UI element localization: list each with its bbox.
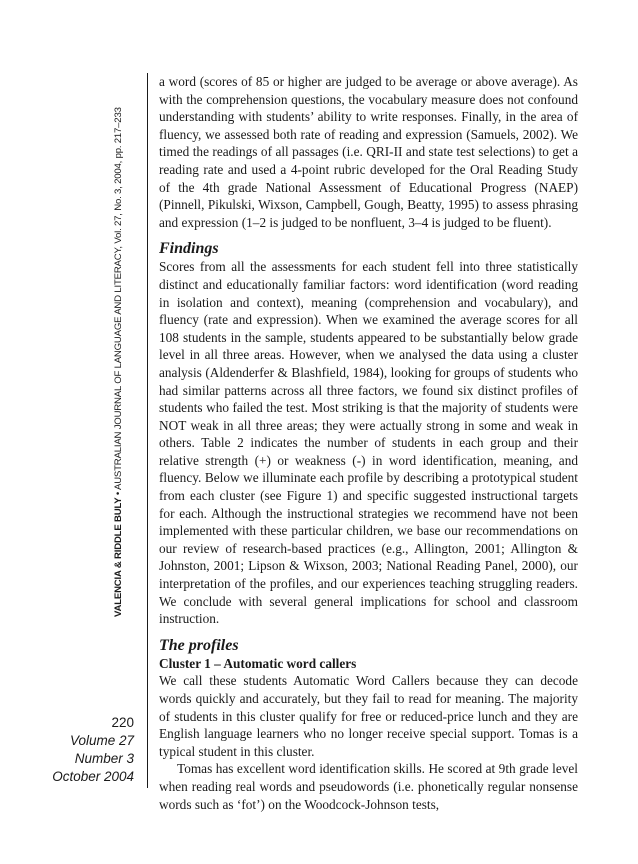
paragraph-cluster-1-intro: We call these students Automatic Word Callers because they can decode words quickly and accurately, but they fail to read for meaning. The majority of students in this cluster qualify for free or reduced-price lunch and they are English language learners who no longer receive special support. Tomas is a typical student in this cluster. <box>159 673 578 759</box>
article-body <box>159 73 578 813</box>
subheading-cluster-1: Cluster 1 – Automatic word callers <box>159 655 357 671</box>
issue-date-label: October 2004 <box>52 769 134 784</box>
page-number: 220 <box>111 715 134 730</box>
paragraph-tomas: Tomas has excellent word identification skills. He scored at 9th grade level when reading real words and pseudowords (i.e. phonetically regular nonsense words such as ‘fot’) on the Woodcock-Johnson tests, <box>159 761 578 812</box>
margin-rule <box>147 73 148 788</box>
page-info <box>52 714 134 786</box>
volume-label: Volume 27 <box>69 733 134 748</box>
running-head <box>113 77 124 617</box>
paragraph-methods-continued: a word (scores of 85 or higher are judged to be average or above average). As with the comprehension questions, the vocabulary measure does not confound understanding with students’ ability to write responses. Finally, in the area of fluency, we assessed both rate of reading and expression (Samuels, 2002). We timed the readings of all passages (i.e. QRI-II and state test selections) to get a reading rate and used a 4-point rubric developed for the Oral Reading Study of the 4th grade National Assessment of Educational Progress (NAEP) (Pinnell, Pikulski, Wixson, Campbell, Gough, Beatty, 1995) to assess phrasing and expression (1–2 is judged to be nonfluent, 3–4 is judged to be fluent). <box>159 74 578 230</box>
running-head-separator: • <box>113 490 124 498</box>
issue-number-label: Number 3 <box>74 751 134 766</box>
running-head-authors: VALENCIA & RIDDLE BULY <box>113 497 124 617</box>
section-heading-findings: Findings <box>159 240 219 258</box>
section-heading-profiles: The profiles <box>159 636 239 654</box>
paragraph-findings: Scores from all the assessments for each student fell into three statistically distinct and educationally familiar factors: word identification (word reading in isolation and context), meaning (comprehension and vocabulary), and fluency (rate and expression). When we examined the average scores for all 108 students in the sample, students appeared to be substantially below grade level in all three areas. However, when we analysed the data using a cluster analysis (Aldenderfer & Blashfield, 1984), looking for groups of students who had similar patterns across all three factors, we found six distinct profiles of students who failed the test. Most striking is that the majority of students were NOT weak in all three areas; they were actually strong in some and weak in others. Table 2 indicates the number of students in each group and their relative strength (+) or weakness (-) in word identification, meaning, and fluency. Below we illuminate each profile by describing a prototypical student from each cluster (see Figure 1) and specific suggested instructional targets for each. Although the instructional strategies we recommend have not been implemented with these particular children, we base our recommendations on our review of research-based practices (e.g., Allington, 2001; Allington & Johnston, 2001; Lipson & Wixson, 2003; National Reading Panel, 2000), our interpretation of the profiles, and our experiences teaching struggling readers. We conclude with several general implications for school and classroom instruction. <box>159 259 578 627</box>
running-head-journal: AUSTRALIAN JOURNAL OF LANGUAGE AND LITERACY, Vol. 27, No. 3, 2004, pp. 217–233 <box>113 107 124 490</box>
